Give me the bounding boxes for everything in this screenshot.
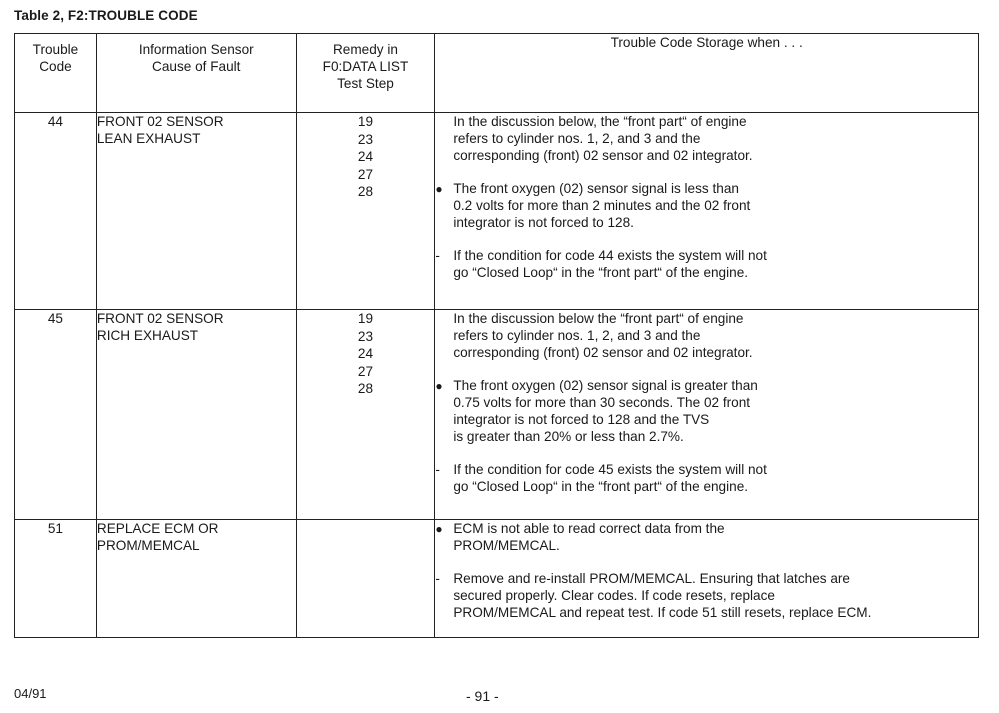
header-row xyxy=(15,34,979,113)
intro-line: corresponding (front) 02 sensor and 02 integrator. xyxy=(453,345,753,360)
item-line: integrator is not forced to 128 and the TVS xyxy=(453,412,710,427)
header-remedy: Remedy in F0:DATA LIST Test Step xyxy=(296,34,435,113)
fault-cause-line: PROM/MEMCAL xyxy=(96,538,200,553)
item-line: ECM is not able to read correct data from the xyxy=(453,521,725,536)
dash-marker: - xyxy=(435,248,440,263)
item-line: The front oxygen (02) sensor signal is greater than xyxy=(453,378,758,393)
trouble-code: 45 xyxy=(15,310,97,520)
dash-item xyxy=(435,461,978,495)
test-step: 23 xyxy=(357,131,374,147)
fault-cause-line: REPLACE ECM OR xyxy=(96,521,219,536)
item-line: 0.2 volts for more than 2 minutes and the 02 front xyxy=(453,198,751,213)
test-step: 27 xyxy=(357,363,374,379)
intro-line: refers to cylinder nos. 1, 2, and 3 and the xyxy=(453,328,701,343)
item-line: go “Closed Loop“ in the “front part“ of the engine. xyxy=(453,265,749,280)
intro-line: refers to cylinder nos. 1, 2, and 3 and the xyxy=(453,131,701,146)
item-line: PROM/MEMCAL. xyxy=(453,538,560,553)
test-step: 24 xyxy=(357,149,374,164)
bullet-icon: ● xyxy=(435,379,443,393)
test-step: 24 xyxy=(357,346,374,361)
fault-cause-line: RICH EXHAUST xyxy=(96,328,199,343)
dash-item xyxy=(435,570,978,621)
storage-description xyxy=(435,310,979,520)
item-line: Remove and re-install PROM/MEMCAL. Ensuring that latches are xyxy=(453,571,850,586)
intro-paragraph xyxy=(435,113,978,164)
page-number: - 91 - xyxy=(466,688,499,704)
fault-cause-line: LEAN EXHAUST xyxy=(96,131,201,146)
intro-line: In the discussion below the “front part“ of engine xyxy=(453,311,744,326)
header-information-sensor: Information Sensor Cause of Fault xyxy=(96,34,296,113)
footer-date: 04/91 xyxy=(14,686,47,701)
header-trouble-code: Trouble Code xyxy=(15,34,97,113)
trouble-code: 51 xyxy=(15,520,97,638)
item-line: PROM/MEMCAL and repeat test. If code 51 still resets, replace ECM. xyxy=(453,605,872,620)
test-step: 23 xyxy=(357,328,374,344)
table-row xyxy=(15,520,979,638)
item-line: secured properly. Clear codes. If code resets, replace xyxy=(453,588,775,603)
item-line: is greater than 20% or less than 2.7%. xyxy=(453,429,684,444)
table-row xyxy=(15,310,979,520)
fault-cause-line: FRONT 02 SENSOR xyxy=(96,311,224,326)
bullet-item xyxy=(435,377,978,445)
test-steps xyxy=(296,310,435,520)
item-line: 0.75 volts for more than 30 seconds. The 02 front xyxy=(453,395,751,410)
dash-marker: - xyxy=(435,571,440,586)
item-line: The front oxygen (02) sensor signal is less than xyxy=(453,181,739,196)
dash-item xyxy=(435,247,978,281)
intro-paragraph xyxy=(435,310,978,361)
item-line: If the condition for code 45 exists the system will not xyxy=(453,462,767,477)
item-line: go “Closed Loop“ in the “front part“ of the engine. xyxy=(453,479,749,494)
trouble-code: 44 xyxy=(15,113,97,310)
item-line: integrator is not forced to 128. xyxy=(453,215,634,230)
fault-cause-line: FRONT 02 SENSOR xyxy=(96,114,224,129)
intro-line: In the discussion below, the “front part“ of engine xyxy=(453,114,747,129)
table-title: Table 2, F2:TROUBLE CODE xyxy=(14,8,198,23)
test-step: 27 xyxy=(357,166,374,182)
bullet-icon: ● xyxy=(435,182,443,196)
test-step: 28 xyxy=(357,184,374,199)
intro-line: corresponding (front) 02 sensor and 02 integrator. xyxy=(453,148,753,163)
table-row xyxy=(15,113,979,310)
test-steps xyxy=(296,113,435,310)
test-step: 19 xyxy=(357,114,374,129)
bullet-item xyxy=(435,180,978,231)
trouble-code-table xyxy=(14,33,979,638)
test-step: 28 xyxy=(357,381,374,396)
test-steps xyxy=(296,520,435,638)
fault-cause xyxy=(96,520,296,638)
storage-description xyxy=(435,113,979,310)
header-storage: Trouble Code Storage when . . . xyxy=(435,34,979,113)
bullet-icon: ● xyxy=(435,522,443,536)
dash-marker: - xyxy=(435,462,440,477)
storage-description xyxy=(435,520,979,638)
test-step: 19 xyxy=(357,311,374,326)
fault-cause xyxy=(96,113,296,310)
fault-cause xyxy=(96,310,296,520)
item-line: If the condition for code 44 exists the system will not xyxy=(453,248,767,263)
bullet-item xyxy=(435,520,978,554)
